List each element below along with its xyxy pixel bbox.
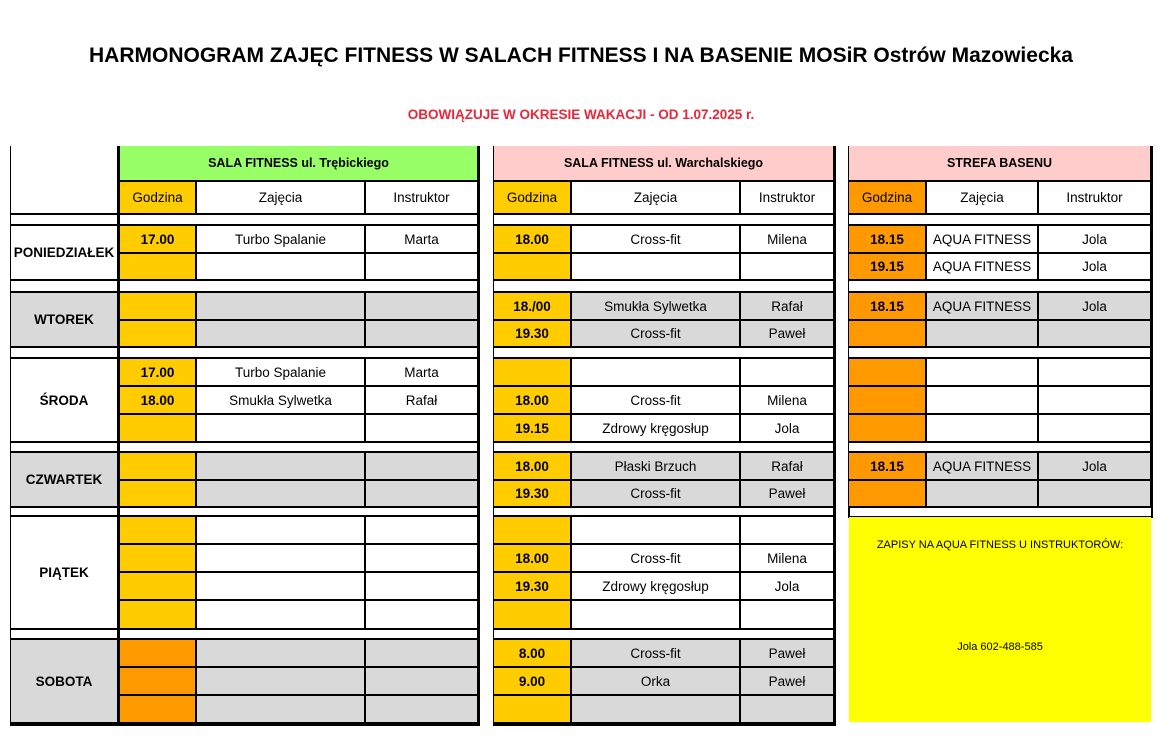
row-separator	[120, 508, 479, 517]
activity-cell: Cross-fit	[572, 226, 741, 254]
instructor-cell	[1039, 481, 1152, 508]
instructor-cell	[741, 254, 835, 281]
instructor-cell	[366, 481, 479, 508]
time-cell: 9.00	[494, 668, 572, 696]
activity-cell: AQUA FITNESS	[927, 453, 1039, 481]
column-header: Godzina	[120, 182, 197, 215]
activity-cell	[197, 254, 366, 281]
row-separator	[849, 281, 1152, 293]
time-cell	[849, 321, 927, 348]
row-separator	[120, 443, 479, 453]
activity-cell: AQUA FITNESS	[927, 254, 1039, 281]
instructor-cell	[366, 293, 479, 321]
activity-cell	[197, 696, 366, 724]
day-label: ŚRODA	[11, 359, 119, 443]
row-separator	[11, 348, 119, 359]
instructor-cell	[366, 545, 479, 573]
row-separator	[11, 508, 119, 517]
activity-cell	[927, 415, 1039, 443]
venue-header: SALA FITNESS ul. Trębickiego	[120, 146, 479, 182]
column-header: Zajęcia	[197, 182, 366, 215]
instructor-cell	[366, 640, 479, 668]
day-label: CZWARTEK	[11, 453, 119, 508]
row-separator	[11, 215, 119, 226]
activity-cell: Cross-fit	[572, 481, 741, 508]
activity-cell: Cross-fit	[572, 321, 741, 348]
time-cell: 18.00	[494, 453, 572, 481]
column-header: Instruktor	[366, 182, 479, 215]
time-cell	[120, 481, 197, 508]
instructor-cell: Rafał	[741, 293, 835, 321]
activity-cell	[572, 696, 741, 724]
activity-cell	[197, 545, 366, 573]
row-separator	[494, 443, 835, 453]
time-cell: 19.30	[494, 573, 572, 601]
column-header: Zajęcia	[572, 182, 741, 215]
activity-cell: Cross-fit	[572, 387, 741, 415]
time-cell: 18.15	[849, 226, 927, 254]
time-cell: 19.30	[494, 321, 572, 348]
day-header-blank	[11, 146, 119, 215]
time-cell: 18./00	[494, 293, 572, 321]
instructor-cell	[366, 517, 479, 545]
instructor-cell	[366, 321, 479, 348]
activity-cell: Płaski Brzuch	[572, 453, 741, 481]
time-cell: 18.00	[494, 387, 572, 415]
activity-cell: Zdrowy kręgosłup	[572, 573, 741, 601]
column-header: Zajęcia	[927, 182, 1039, 215]
activity-cell	[197, 453, 366, 481]
venue-header: STREFA BASENU	[849, 146, 1152, 182]
time-cell	[120, 453, 197, 481]
time-cell: 19.30	[494, 481, 572, 508]
instructor-cell	[1039, 415, 1152, 443]
time-cell	[120, 321, 197, 348]
instructor-cell: Jola	[1039, 453, 1152, 481]
activity-cell: Turbo Spalanie	[197, 359, 366, 387]
activity-cell: Turbo Spalanie	[197, 226, 366, 254]
column-header: Instruktor	[1039, 182, 1152, 215]
day-label: WTOREK	[11, 293, 119, 348]
instructor-cell	[366, 415, 479, 443]
instructor-cell	[1039, 387, 1152, 415]
row-separator	[120, 630, 479, 640]
instructor-cell: Jola	[1039, 293, 1152, 321]
row-separator	[494, 348, 835, 359]
activity-cell	[197, 573, 366, 601]
row-separator	[11, 281, 119, 293]
activity-cell: Cross-fit	[572, 640, 741, 668]
row-separator	[849, 215, 1152, 226]
instructor-cell: Jola	[741, 573, 835, 601]
day-label: PONIEDZIAŁEK	[11, 226, 119, 281]
time-cell	[120, 696, 197, 724]
activity-cell	[572, 359, 741, 387]
time-cell	[494, 254, 572, 281]
day-label: PIĄTEK	[11, 517, 119, 630]
page-title: HARMONOGRAM ZAJĘC FITNESS W SALACH FITNESS I NA BASENIE MOSiR Ostrów Mazowiecka	[89, 44, 1073, 67]
row-separator	[11, 443, 119, 453]
row-separator	[120, 281, 479, 293]
instructor-cell: Marta	[366, 226, 479, 254]
time-cell	[120, 517, 197, 545]
time-cell	[120, 545, 197, 573]
row-separator	[11, 630, 119, 640]
time-cell	[120, 573, 197, 601]
activity-cell	[572, 254, 741, 281]
column-header: Instruktor	[741, 182, 835, 215]
activity-cell	[927, 387, 1039, 415]
row-separator	[120, 215, 479, 226]
row-separator	[849, 443, 1152, 453]
activity-cell	[927, 481, 1039, 508]
activity-cell	[927, 359, 1039, 387]
instructor-cell: Jola	[1039, 254, 1152, 281]
time-cell	[849, 387, 927, 415]
instructor-cell	[366, 601, 479, 630]
instructor-cell: Rafał	[366, 387, 479, 415]
activity-cell: Smukła Sylwetka	[572, 293, 741, 321]
validity-subtitle: OBOWIĄZUJE W OKRESIE WAKACJI - OD 1.07.2025 r.	[407, 107, 755, 122]
instructor-cell: Paweł	[741, 640, 835, 668]
instructor-phone: Jola 602-488-585	[957, 641, 1043, 653]
activity-cell	[927, 321, 1039, 348]
time-cell	[849, 359, 927, 387]
time-cell	[494, 696, 572, 724]
instructor-cell: Marta	[366, 359, 479, 387]
instructor-cell: Paweł	[741, 481, 835, 508]
column-header: Godzina	[849, 182, 927, 215]
activity-cell	[197, 601, 366, 630]
venue-header: SALA FITNESS ul. Warchalskiego	[494, 146, 835, 182]
instructor-cell	[366, 696, 479, 724]
instructor-cell: Jola	[1039, 226, 1152, 254]
row-separator	[494, 281, 835, 293]
instructor-cell: Milena	[741, 387, 835, 415]
activity-cell	[197, 640, 366, 668]
time-cell: 17.00	[120, 226, 197, 254]
activity-cell	[197, 517, 366, 545]
time-cell	[120, 254, 197, 281]
activity-cell: Smukła Sylwetka	[197, 387, 366, 415]
instructor-cell	[741, 359, 835, 387]
time-cell: 18.00	[120, 387, 197, 415]
instructor-cell: Milena	[741, 226, 835, 254]
activity-cell	[197, 668, 366, 696]
time-cell	[849, 481, 927, 508]
time-cell	[120, 415, 197, 443]
activity-cell: Orka	[572, 668, 741, 696]
instructor-cell: Milena	[741, 545, 835, 573]
time-cell	[849, 415, 927, 443]
instructor-cell	[366, 668, 479, 696]
instructor-cell	[741, 696, 835, 724]
time-cell	[494, 359, 572, 387]
activity-cell: Cross-fit	[572, 545, 741, 573]
row-separator	[849, 348, 1152, 359]
instructor-cell	[1039, 321, 1152, 348]
time-cell	[120, 640, 197, 668]
activity-cell	[572, 601, 741, 630]
instructor-cell	[366, 254, 479, 281]
activity-cell: AQUA FITNESS	[927, 226, 1039, 254]
row-separator	[494, 630, 835, 640]
activity-cell	[572, 517, 741, 545]
activity-cell	[197, 321, 366, 348]
instructor-cell: Paweł	[741, 668, 835, 696]
time-cell: 19.15	[849, 254, 927, 281]
aqua-signup-note	[849, 517, 1151, 722]
row-separator	[494, 215, 835, 226]
time-cell: 17.00	[120, 359, 197, 387]
instructor-cell: Rafał	[741, 453, 835, 481]
activity-cell: AQUA FITNESS	[927, 293, 1039, 321]
instructor-cell	[741, 517, 835, 545]
time-cell: 18.00	[494, 545, 572, 573]
instructor-cell	[366, 453, 479, 481]
activity-cell	[197, 415, 366, 443]
instructor-cell	[741, 601, 835, 630]
time-cell: 19.15	[494, 415, 572, 443]
time-cell: 8.00	[494, 640, 572, 668]
row-separator	[494, 508, 835, 517]
activity-cell	[197, 481, 366, 508]
time-cell	[494, 517, 572, 545]
row-separator	[120, 348, 479, 359]
instructor-cell: Jola	[741, 415, 835, 443]
column-header: Godzina	[494, 182, 572, 215]
time-cell	[494, 601, 572, 630]
time-cell	[120, 668, 197, 696]
time-cell: 18.15	[849, 293, 927, 321]
instructor-cell: Paweł	[741, 321, 835, 348]
activity-cell: Zdrowy kręgosłup	[572, 415, 741, 443]
time-cell: 18.15	[849, 453, 927, 481]
time-cell: 18.00	[494, 226, 572, 254]
day-label: SOBOTA	[11, 640, 119, 724]
activity-cell	[197, 293, 366, 321]
time-cell	[120, 601, 197, 630]
instructor-cell	[366, 573, 479, 601]
signup-text: ZAPISY NA AQUA FITNESS U INSTRUKTORÓW:	[876, 539, 1124, 551]
time-cell	[120, 293, 197, 321]
instructor-cell	[1039, 359, 1152, 387]
